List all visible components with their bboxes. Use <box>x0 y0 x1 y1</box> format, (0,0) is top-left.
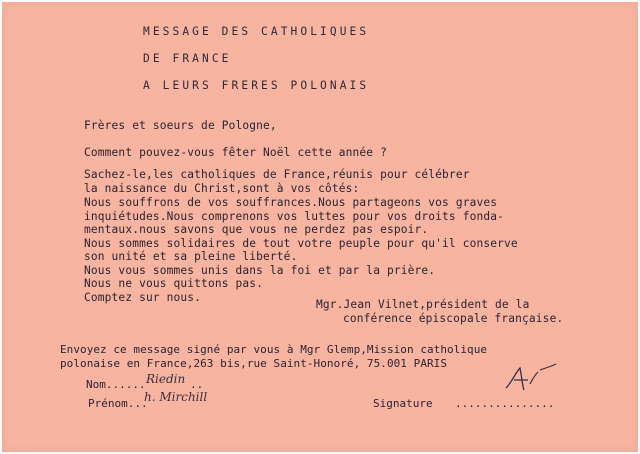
body-line-6: Nous sommes solidaires de tout votre peuple pour qu'il conserve <box>84 237 518 250</box>
signature-dots: ............... <box>455 397 555 410</box>
body-line-4: inquiétudes.Nous comprenons vos luttes pour vos droits fonda- <box>84 210 505 223</box>
body-line-9: Nous ne vous quittons pas. <box>84 277 264 290</box>
signatory-line-2: conférence épiscopale française. <box>343 312 564 325</box>
question-line: Comment pouvez-vous fêter Noël cette année ? <box>84 146 387 159</box>
prenom-handwritten-value: h. Mirchill <box>144 390 208 404</box>
body-line-5: mentaux.nous savons que vous ne perdez pas espoir. <box>84 223 429 236</box>
body-line-1: Sachez-le,les catholiques de France,réunis pour célébrer <box>84 168 470 181</box>
title-line-3: A LEURS FRERES POLONAIS <box>143 79 370 92</box>
body-line-3: Nous souffrons de vos souffrances.Nous partageons vos graves <box>84 196 498 209</box>
body-line-2: la naissance du Christ,sont à vos côtés: <box>84 182 360 195</box>
nom-handwritten-value: Riedin <box>146 372 186 386</box>
handwritten-signature-mark <box>500 358 560 398</box>
nom-dots-tail: .. <box>190 378 204 391</box>
signatory-line-1: Mgr.Jean Vilnet,président de la <box>316 298 530 311</box>
footer-line-2: polonaise en France,263 bis,rue Saint-Honoré, 75.001 PARIS <box>60 357 448 370</box>
salutation: Frères et soeurs de Pologne, <box>84 119 277 132</box>
footer-line-1: Envoyez ce message signé par vous à Mgr Glemp,Mission catholique <box>60 343 488 356</box>
title-line-1: MESSAGE DES CATHOLIQUES <box>143 25 370 38</box>
body-line-8: Nous vous sommes unis dans la foi et par la prière. <box>84 264 436 277</box>
body-line-10: Comptez sur nous. <box>84 291 202 304</box>
prenom-label: Prénom... <box>88 397 148 410</box>
signature-label: Signature <box>373 397 433 410</box>
body-line-7: son unité et sa pleine liberté. <box>84 250 298 263</box>
nom-label: Nom...... <box>86 378 146 391</box>
title-line-2: DE FRANCE <box>143 52 232 65</box>
